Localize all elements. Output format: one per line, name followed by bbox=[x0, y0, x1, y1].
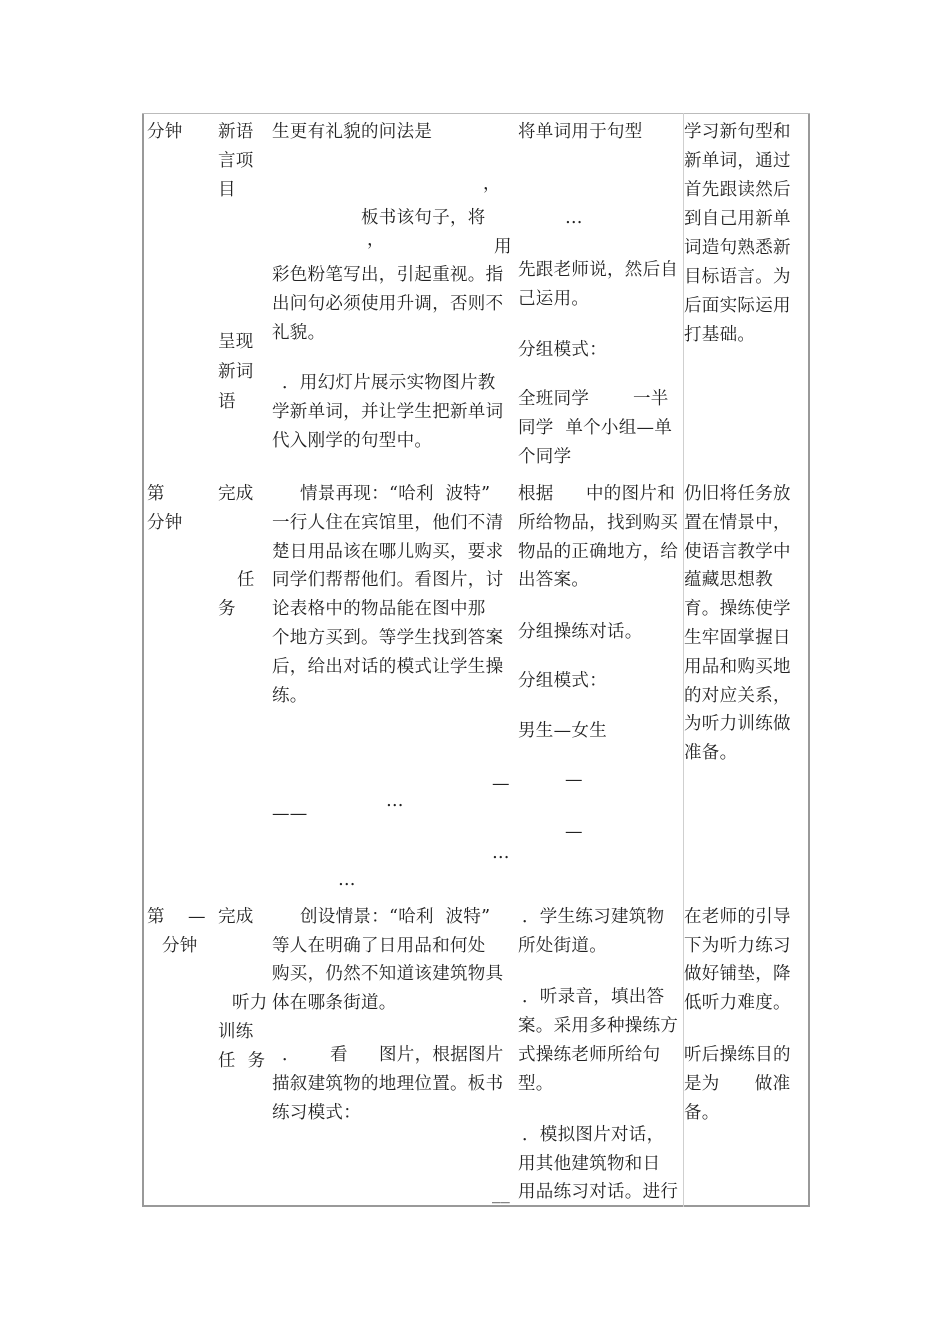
row3-purpose-line: 在老师的引导 bbox=[684, 907, 791, 927]
row1-teacher-line: 生更有礼貌的问法是 bbox=[272, 122, 433, 142]
row1-student-line: 全班同学 bbox=[518, 389, 590, 409]
row2-teacher-line: 个地方买到。等学生找到答案 bbox=[272, 628, 504, 648]
row2-purpose-line: 生牢固掌握日 bbox=[684, 628, 791, 648]
row3-student-line: 用品练习对话。进行 bbox=[518, 1182, 679, 1202]
row2-time: 分钟 bbox=[147, 513, 183, 533]
row1-student-line: 个同学 bbox=[518, 447, 572, 467]
row1-step-line: 言项 bbox=[218, 151, 254, 171]
row2-teacher-line: 论表格中的物品能在图中那 bbox=[272, 599, 486, 619]
row2-purpose-line: 的对应关系， bbox=[684, 686, 791, 706]
row1-student-line: 同学 单个小组—单 bbox=[518, 418, 673, 438]
row1-student-line: 己运用。 bbox=[518, 289, 590, 309]
row1-student-line: 先跟老师说，然后自 bbox=[518, 260, 679, 280]
row3-teacher-blank: __ bbox=[492, 1184, 511, 1204]
row3-teacher-line: 图片，根据图片 bbox=[379, 1045, 504, 1065]
row2-step: 务 bbox=[218, 599, 236, 619]
row1-step-line: 目 bbox=[218, 180, 236, 200]
row1-teacher-line: 彩色粉笔写出，引起重视。指 bbox=[272, 265, 504, 285]
row1-step-line: 新语 bbox=[218, 122, 254, 142]
row1-teacher-comma: ， bbox=[483, 174, 501, 194]
row1-teacher-line: 礼貌。 bbox=[272, 323, 326, 343]
row2-student-line: 分组模式： bbox=[518, 671, 607, 691]
row1-teacher-line: ．用幻灯片展示实物图片教 bbox=[282, 373, 496, 393]
row1-step2-line: 新词 bbox=[218, 362, 254, 382]
row1-purpose-line: 词造句熟悉新 bbox=[684, 238, 791, 258]
row3-student-line: ．模拟图片对话， bbox=[522, 1125, 665, 1145]
row3-time: 分钟 bbox=[162, 936, 198, 956]
row1-purpose-line: 学习新句型和 bbox=[684, 122, 791, 142]
row3-step: 完成 bbox=[218, 907, 254, 927]
row1-teacher-line: 用 bbox=[494, 237, 512, 257]
row2-step: 完成 bbox=[218, 484, 254, 504]
row3-step: 听力 bbox=[232, 993, 268, 1013]
row2-purpose-line: 蕴藏思想教 bbox=[684, 570, 773, 590]
row3-student-line: 所处街道。 bbox=[518, 936, 607, 956]
row3-purpose-line: 低听力难度。 bbox=[684, 993, 791, 1013]
row1-teacher-line: 代入刚学的句型中。 bbox=[272, 431, 433, 451]
row1-step2-line: 呈现 bbox=[218, 332, 254, 352]
row3-teacher-line: 等人在明确了日用品和何处 bbox=[272, 936, 486, 956]
row2-teacher-dots: … bbox=[492, 843, 510, 863]
row2-student-line: 男生—女生 bbox=[518, 721, 607, 741]
row2-teacher-line: 一行人住在宾馆里，他们不清 bbox=[272, 513, 504, 533]
row1-purpose-line: 后面实际运用 bbox=[684, 296, 791, 316]
row1-step2-line: 语 bbox=[218, 392, 236, 412]
row3-student-line: 型。 bbox=[518, 1074, 554, 1094]
row3-teacher-line: 练习模式： bbox=[272, 1103, 361, 1123]
row2-time: 第 bbox=[147, 484, 165, 504]
row2-student-line: 根据 bbox=[518, 484, 554, 504]
row1-teacher-line: 板书该句子，将 bbox=[361, 208, 486, 228]
row1-purpose-line: 打基础。 bbox=[684, 325, 756, 345]
row3-student-line: ．听录音，填出答 bbox=[522, 987, 665, 1007]
row2-purpose-line: 置在情景中， bbox=[684, 513, 791, 533]
row2-purpose-line: 育。操练使学 bbox=[684, 599, 791, 619]
row2-teacher-line: 练。 bbox=[272, 686, 308, 706]
row2-student-line: 物品的正确地方，给 bbox=[518, 542, 679, 562]
row3-teacher-line: 描叙建筑物的地理位置。板书 bbox=[272, 1074, 504, 1094]
row3-student-line: 式操练老师所给句 bbox=[518, 1045, 661, 1065]
row3-student-line: 用其他建筑物和日 bbox=[518, 1154, 661, 1174]
row1-teacher-line: 学新单词，并让学生把新单词 bbox=[272, 402, 504, 422]
row3-student-line: ．学生练习建筑物 bbox=[522, 907, 665, 927]
row3-time: 第 bbox=[147, 907, 165, 927]
row2-student-line: 中的图片和 bbox=[586, 484, 675, 504]
row1-student-line: 将单词用于句型 bbox=[518, 122, 643, 142]
row2-teacher-line: 楚日用品该在哪儿购买，要求 bbox=[272, 542, 504, 562]
row1-teacher-comma: ， bbox=[367, 230, 385, 250]
row3-time-dash: — bbox=[188, 907, 206, 927]
row1-student-dots: … bbox=[565, 208, 583, 228]
row2-teacher-line: 同学们帮帮他们。看图片，讨 bbox=[272, 570, 504, 590]
row2-student-line: 所给物品，找到购买 bbox=[518, 513, 679, 533]
row2-student-line: 分组操练对话。 bbox=[518, 622, 643, 642]
row2-purpose-line: 仍旧将任务放 bbox=[684, 484, 791, 504]
row2-student-line: 出答案。 bbox=[518, 570, 590, 590]
row1-time: 分钟 bbox=[147, 122, 183, 142]
row2-teacher-blank: —— bbox=[272, 804, 308, 824]
row2-purpose-line: 准备。 bbox=[684, 743, 738, 763]
row1-purpose-line: 到自己用新单 bbox=[684, 209, 791, 229]
row2-teacher-line: 后，给出对话的模式让学生操 bbox=[272, 657, 504, 677]
row1-purpose-line: 新单词，通过 bbox=[684, 151, 791, 171]
row2-purpose-line: 为听力训练做 bbox=[684, 714, 791, 734]
row3-student-line: 案。采用多种操练方 bbox=[518, 1016, 679, 1036]
row3-teacher-line: 购买，仍然不知道该建筑物具 bbox=[272, 964, 504, 984]
row2-purpose-line: 用品和购买地 bbox=[684, 657, 791, 677]
row3-teacher-line: ． bbox=[282, 1045, 300, 1065]
row2-teacher-dots: … bbox=[338, 870, 356, 890]
table-top-border bbox=[142, 113, 810, 114]
row2-purpose-line: 使语言教学中 bbox=[684, 542, 791, 562]
row1-teacher-line: 出问句必须使用升调，否则不 bbox=[272, 294, 504, 314]
row3-step: 训练 bbox=[218, 1022, 254, 1042]
row3-teacher-line: 看 bbox=[330, 1045, 348, 1065]
row2-teacher-blank: — bbox=[492, 774, 510, 794]
row3-purpose-line: 做好铺垫，降 bbox=[684, 964, 791, 984]
row2-teacher-dots: … bbox=[386, 791, 404, 811]
row2-student-dash: — bbox=[565, 822, 583, 842]
row3-purpose-line: 听后操练目的 bbox=[684, 1045, 791, 1065]
row3-purpose-line: 下为听力练习 bbox=[684, 936, 791, 956]
row3-purpose-line: 是为 做准 bbox=[684, 1074, 791, 1094]
row2-teacher-line: 情景再现：“哈利 波特” bbox=[300, 484, 491, 504]
row1-student-line: 分组模式： bbox=[518, 340, 607, 360]
row2-step: 任 bbox=[237, 570, 255, 590]
row1-student-line: 一半 bbox=[633, 389, 669, 409]
row1-purpose-line: 首先跟读然后 bbox=[684, 180, 791, 200]
row2-student-dash: — bbox=[565, 770, 583, 790]
row3-teacher-line: 创设情景：“哈利 波特” bbox=[300, 907, 491, 927]
row1-purpose-line: 目标语言。为 bbox=[684, 267, 791, 287]
row3-purpose-line: 备。 bbox=[684, 1103, 720, 1123]
row3-step: 任 务 bbox=[218, 1051, 266, 1071]
row3-teacher-line: 体在哪条街道。 bbox=[272, 993, 397, 1013]
